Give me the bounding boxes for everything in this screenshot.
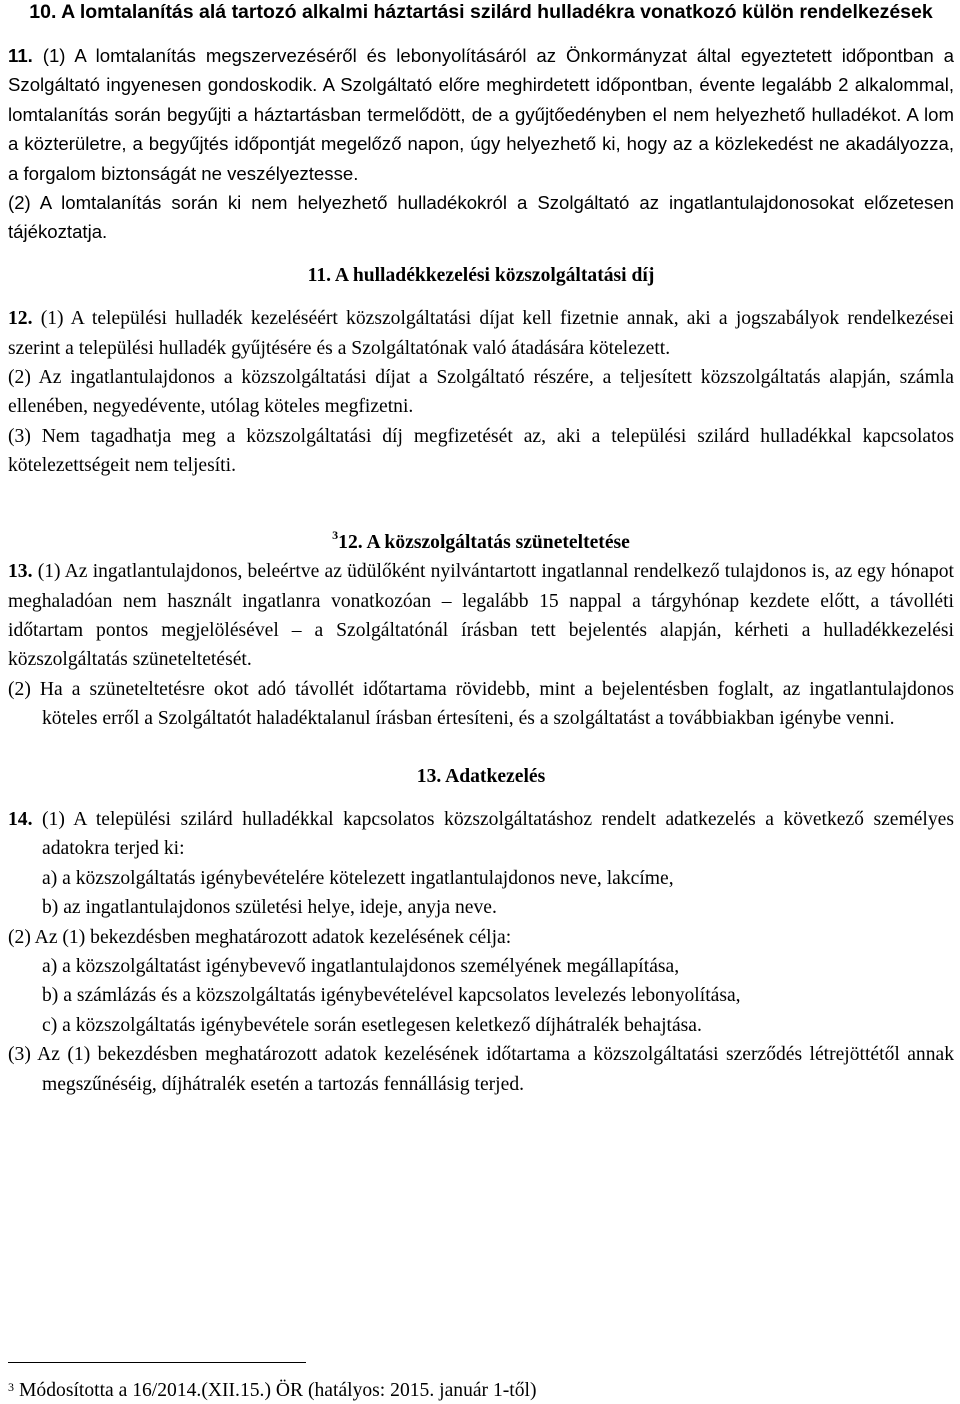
footnote-text: Módosította a 16/2014.(XII.15.) ÖR (hatályos: 2015. január 1-től) (19, 1380, 537, 1401)
section-12-heading (8, 528, 954, 557)
list-item-14-2b: b) a számlázás és a közszolgáltatás igénybevételével kapcsolatos levelezés lebonyolítása, (42, 985, 741, 1007)
paragraph-13-number: 13. (8, 561, 33, 583)
paragraph-11-2: (2) A lomtalanítás során ki nem helyezhető hulladékokról a Szolgáltató az ingatlantulajdonosokat előzetesen tájékoztatja. (8, 192, 954, 243)
section-11-heading: 11. A hulladékkezelési közszolgáltatási díj (307, 264, 655, 286)
list-item-14-2c: c) a közszolgáltatás igénybevétele során esetlegesen keletkező díjhátralék behajtása. (42, 1014, 702, 1036)
paragraph-14-3: (3) Az (1) bekezdésben meghatározott adatok kezelésének időtartama a közszolgáltatási szerződés létrejöttétől annak megszűnéséig, díjhátralék esetén a tartozás fennállásig terjed. (8, 1044, 954, 1095)
list-item-14-1a: a) a közszolgáltatás igénybevételére kötelezett ingatlantulajdonos neve, lakcíme, (42, 867, 674, 889)
spacer (8, 27, 954, 41)
paragraph-13-2: (2) Ha a szüneteltetésre okot adó távollét időtartama rövidebb, mint a bejelentésben foglalt, az ingatlantulajdonos köteles erről a Szolgáltatót haladéktalanul írásban értesíteni, és a szolgáltatást a továbbiakban igénybe venni. (8, 678, 954, 730)
paragraph-11-number: 11. (8, 45, 33, 66)
paragraph-12-2: (2) Az ingatlantulajdonos a közszolgáltatási díjat a Szolgáltató részére, a teljesített közszolgáltatás alapján, számla ellenében, negyedévente, utólag köteles megfizetni. (8, 367, 954, 418)
list-item-14-2a: a) a közszolgáltatást igénybevevő ingatlantulajdonos személyének megállapítása, (42, 955, 680, 977)
spacer (8, 734, 954, 762)
section-13-heading: 13. Adatkezelés (416, 765, 546, 787)
list-item-14-1b: b) az ingatlantulajdonos születési helye, ideje, anyja neve. (42, 897, 497, 919)
footnote-reference[interactable]: 3 (332, 527, 339, 542)
paragraph-11-1-text: (1) A lomtalanítás megszervezéséről és lebonyolításáról az Önkormányzat által egyeztetett időpontban a Szolgáltató ingyenesen gondoskodik. A Szolgáltató előre meghirdetett időpontban, évente legalább 2 alkalommal, lomtalanítás során begyűjti a háztartásban termelődött, de a gyűjtőedényben el nem helyezhető hulladékot. A lom a közterületre, a begyűjtés időpontját megelőző napon, úgy helyezhető ki, hogy az a közlekedést ne akadályozza, a forgalom biztonságát ne veszélyeztesse. (8, 45, 954, 184)
footnote-divider (8, 1362, 306, 1363)
paragraph-11-1 (8, 41, 954, 188)
paragraph-14-1-text: (1) A települési szilárd hulladékkal kapcsolatos közszolgáltatáshoz rendelt adatkezelés a következő személyes adatokra terjed ki: (32, 808, 954, 860)
footnote (8, 1374, 537, 1404)
spacer (8, 791, 954, 805)
paragraph-14-1 (8, 805, 954, 864)
spacer (8, 481, 954, 528)
section-10-heading: 10. A lomtalanítás alá tartozó alkalmi háztartási szilárd hulladékra vonatkozó külön rendelkezések (29, 1, 933, 23)
paragraph-12-number: 12. (8, 308, 33, 330)
paragraph-14-2: (2) Az (1) bekezdésben meghatározott adatok kezelésének célja: (8, 926, 512, 948)
paragraph-13-1 (8, 557, 954, 675)
footnote-mark: 3 (8, 1380, 14, 1394)
paragraph-12-3: (3) Nem tagadhatja meg a közszolgáltatási díj megfizetését az, aki a települési szilárd hulladékkal kapcsolatos kötelezettségeit nem teljesíti. (8, 425, 954, 477)
paragraph-14-number: 14. (8, 808, 33, 830)
spacer (8, 290, 954, 304)
paragraph-13-1-text: (1) Az ingatlantulajdonos, beleértve az üdülőként nyilvántartott ingatlannal rendelkező tulajdonos is, az egy hónapot meghaladóan nem használt ingatlanra vonatkozóan – legalább 15 nappal a tárgyhónap kezdete előtt, a távolléti időtartam pontos megjelölésével – a Szolgáltatónál írásban tett bejelentés alapján, kérheti a hulladékkezelési közszolgáltatás szüneteltetését. (8, 561, 954, 671)
document-page (8, 0, 954, 1099)
spacer (8, 247, 954, 261)
paragraph-12-1-text: (1) A települési hulladék kezeléséért közszolgáltatási díjat kell fizetnie annak, aki a jogszabályok rendelkezései szerint a települési hulladék gyűjtésére és a Szolgáltatónak való átadására kötelezett. (8, 308, 954, 359)
section-12-title: 12. A közszolgáltatás szüneteltetése (338, 531, 630, 553)
paragraph-12-1 (8, 304, 954, 363)
